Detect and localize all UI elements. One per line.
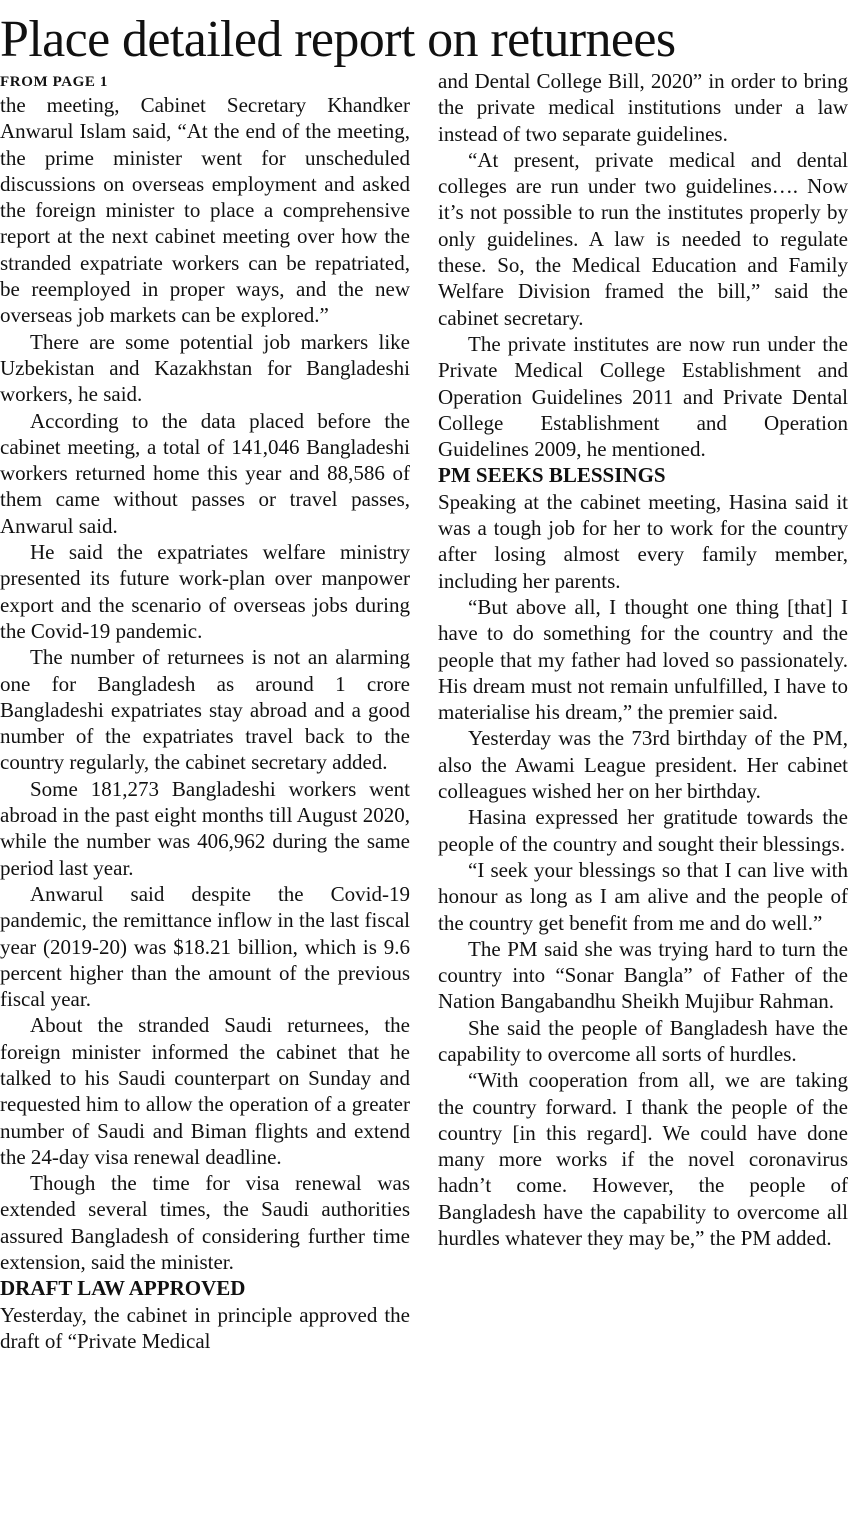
paragraph: Yesterday was the 73rd birthday of the PM, also the Awami League president. Her cabinet colleagues wished her on her birthday.: [438, 726, 848, 804]
paragraph: “At present, private medical and dental colleges are run under two guidelines…. Now it’s not possible to run the institutes properly by only guidelines. A law is needed to regulate these. So, the Medical Education and Family Welfare Division framed the bill,” said the cabinet secretary.: [438, 147, 848, 330]
subhead-draft-law: DRAFT LAW APPROVED: [0, 1276, 246, 1301]
paragraph: She said the people of Bangladesh have the capability to overcome all sorts of hurdles.: [438, 1015, 848, 1066]
paragraph: the meeting, Cabinet Secretary Khandker Anwarul Islam said, “At the end of the meeting, the prime minister went for unscheduled discussions on overseas employment and asked the foreign minister to place a comprehensive report at the next cabinet meeting over how the stranded expatriate workers can be repatriated, be reemployed in proper ways, and the new overseas job markets can be explored.”: [0, 93, 410, 328]
right-column: [438, 68, 848, 1251]
paragraph: The PM said she was trying hard to turn the country into “Sonar Bangla” of Father of the Nation Bangabandhu Sheikh Mujibur Rahman.: [438, 936, 848, 1014]
paragraph: About the stranded Saudi returnees, the foreign minister informed the cabinet that he talked to his Saudi counterpart on Sunday and requested him to allow the operation of a greater number of Saudi and Biman flights and extend the 24-day visa renewal deadline.: [0, 1013, 410, 1169]
paragraph: Anwarul said despite the Covid-19 pandemic, the remittance inflow in the last fiscal year (2019-20) was $18.21 billion, which is 9.6 percent higher than the amount of the previous fiscal year.: [0, 881, 410, 1012]
left-column: [0, 68, 410, 1354]
paragraph: “But above all, I thought one thing [that] I have to do something for the country and the people that my father had loved so passionately. His dream must not remain unfulfilled, I have to materialise his dream,” the premier said.: [438, 594, 848, 725]
paragraph: The number of returnees is not an alarming one for Bangladesh as around 1 crore Bangladeshi expatriates stay abroad and a good number of the expatriates travel back to the country regularly, the cabinet secretary added.: [0, 645, 410, 775]
paragraph: The private institutes are now run under the Private Medical College Establishment and Operation Guidelines 2011 and Private Dental College Establishment and Operation Guidelines 2009, he mentioned.: [438, 331, 848, 462]
headline: Place detailed report on returnees: [0, 11, 676, 68]
paragraph: Speaking at the cabinet meeting, Hasina said it was a tough job for her to work for the country after losing almost every family member, including her parents.: [438, 489, 848, 593]
paragraph: and Dental College Bill, 2020” in order to bring the private medical institutions under a law instead of two separate guidelines.: [438, 69, 848, 146]
paragraph: There are some potential job markers like Uzbekistan and Kazakhstan for Bangladeshi workers, he said.: [0, 329, 410, 407]
paragraph: Some 181,273 Bangladeshi workers went abroad in the past eight months till August 2020, while the number was 406,962 during the same period last year.: [0, 776, 410, 880]
paragraph: He said the expatriates welfare ministry presented its future work-plan over manpower export and the scenario of overseas jobs during the Covid-19 pandemic.: [0, 540, 410, 643]
paragraph: Hasina expressed her gratitude towards the people of the country and sought their blessings.: [438, 805, 848, 856]
kicker: FROM PAGE 1: [0, 74, 108, 90]
paragraph: According to the data placed before the cabinet meeting, a total of 141,046 Bangladeshi workers returned home this year and 88,586 of them came without passes or travel passes, Anwarul said.: [0, 408, 410, 538]
paragraph: Though the time for visa renewal was extended several times, the Saudi authorities assured Bangladesh of considering further time extension, said the minister.: [0, 1171, 410, 1275]
paragraph: “With cooperation from all, we are taking the country forward. I thank the people of the country [in this regard]. We could have done many more works if the novel coronavirus hadn’t come. However, the people of Bangladesh have the capability to overcome all hurdles whatever they may be,” the PM added.: [438, 1068, 848, 1251]
paragraph: “I seek your blessings so that I can live with honour as long as I am alive and the people of the country get benefit from me and do well.”: [438, 857, 848, 935]
paragraph: Yesterday, the cabinet in principle approved the draft of “Private Medical: [0, 1302, 410, 1353]
subhead-pm-blessings: PM SEEKS BLESSINGS: [438, 463, 666, 488]
